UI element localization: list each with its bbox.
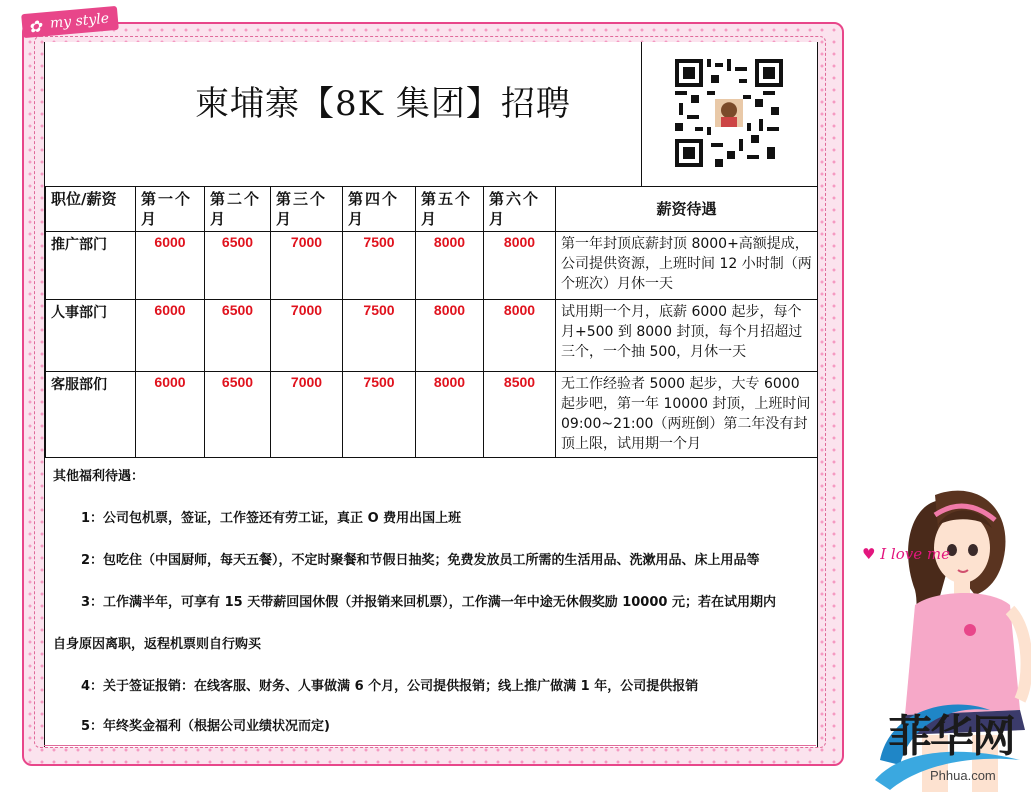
dept-cell: 客服部们 (46, 372, 136, 458)
header-divider (641, 42, 642, 187)
welfare-item: 3：工作满半年，可享有 15 天带薪回国休假（并报销来回机票），工作满一年中途无休假奖励 10000 元；若在试用期内 (81, 595, 776, 610)
pay-cell: 7500 (343, 300, 416, 372)
butterfly-icon: ✿ (27, 16, 43, 37)
pay-cell: 7500 (343, 232, 416, 300)
header-row (45, 42, 817, 187)
pay-cell: 7000 (271, 372, 343, 458)
pay-cell: 8000 (416, 300, 484, 372)
pay-cell: 8000 (416, 372, 484, 458)
pay-cell: 6500 (205, 300, 271, 372)
welfare-item: 2：包吃住（中国厨师，每天五餐），不定时聚餐和节假日抽奖；免费发放员工所需的生活用品、洗漱用品、床上用品等 (81, 553, 760, 568)
pay-cell: 8000 (416, 232, 484, 300)
welfare-item: 1：公司包机票，签证，工作签还有劳工证，真正 O 费用出国上班 (81, 511, 462, 526)
heart-icon: ♥ (862, 545, 876, 563)
welfare-item-continued: 自身原因离职，返程机票则自行购买 (53, 637, 262, 652)
salary-table (45, 186, 818, 458)
pay-cell: 8000 (484, 300, 556, 372)
table-row (46, 372, 818, 458)
pay-cell: 6500 (205, 232, 271, 300)
header-cell: 第四个月 (343, 187, 416, 232)
header-cell: 职位/薪资 (46, 187, 136, 232)
document-page (44, 42, 818, 747)
love-text (862, 545, 950, 563)
love-label: I love me (880, 545, 950, 563)
benefit-cell: 第一年封顶底薪封顶 8000+高额提成，公司提供资源，上班时间 12 小时制（两个班次）月休一天 (556, 232, 818, 300)
phhua-site-url: Phhua.com (930, 768, 996, 783)
pay-cell: 7000 (271, 300, 343, 372)
benefit-cell: 无工作经验者 5000 起步，大专 6000 起步吧，第一年 10000 封顶，上班时间 09:00~21:00（两班倒）第二年没有封顶上限，试用期一个月 (556, 372, 818, 458)
header-cell: 第三个月 (271, 187, 343, 232)
page-title: 柬埔寨【8K 集团】招聘 (195, 84, 571, 124)
dept-cell: 人事部门 (46, 300, 136, 372)
phhua-logo-text: 菲华网 (888, 711, 1014, 762)
pay-cell: 8500 (484, 372, 556, 458)
pay-cell: 7500 (343, 372, 416, 458)
page-bottom-border (44, 745, 816, 746)
welfare-section (45, 457, 817, 747)
header-cell: 第一个月 (136, 187, 205, 232)
welfare-item: 5：年终奖金福利（根据公司业绩状况而定) (81, 719, 330, 734)
pay-cell: 7000 (271, 232, 343, 300)
tag-label: my style (49, 10, 110, 32)
qr-code-icon (675, 59, 783, 167)
pay-cell: 6000 (136, 372, 205, 458)
pay-cell: 6500 (205, 372, 271, 458)
header-cell: 薪资待遇 (556, 187, 818, 232)
pay-cell: 8000 (484, 232, 556, 300)
header-cell: 第六个月 (484, 187, 556, 232)
dept-cell: 推广部门 (46, 232, 136, 300)
benefit-cell: 试用期一个月，底薪 6000 起步，每个月+500 到 8000 封顶，每个月招超过三个，一个抽 500，月休一天 (556, 300, 818, 372)
welfare-heading: 其他福利待遇： (53, 469, 145, 484)
table-row (46, 232, 818, 300)
welfare-item: 4：关于签证报销：在线客服、财务、人事做满 6 个月，公司提供报销；线上推广做满 1 年，公司提供报销 (81, 679, 699, 694)
header-cell: 第二个月 (205, 187, 271, 232)
table-row (46, 300, 818, 372)
header-cell: 第五个月 (416, 187, 484, 232)
table-header-row (46, 187, 818, 232)
pay-cell: 6000 (136, 300, 205, 372)
pay-cell: 6000 (136, 232, 205, 300)
